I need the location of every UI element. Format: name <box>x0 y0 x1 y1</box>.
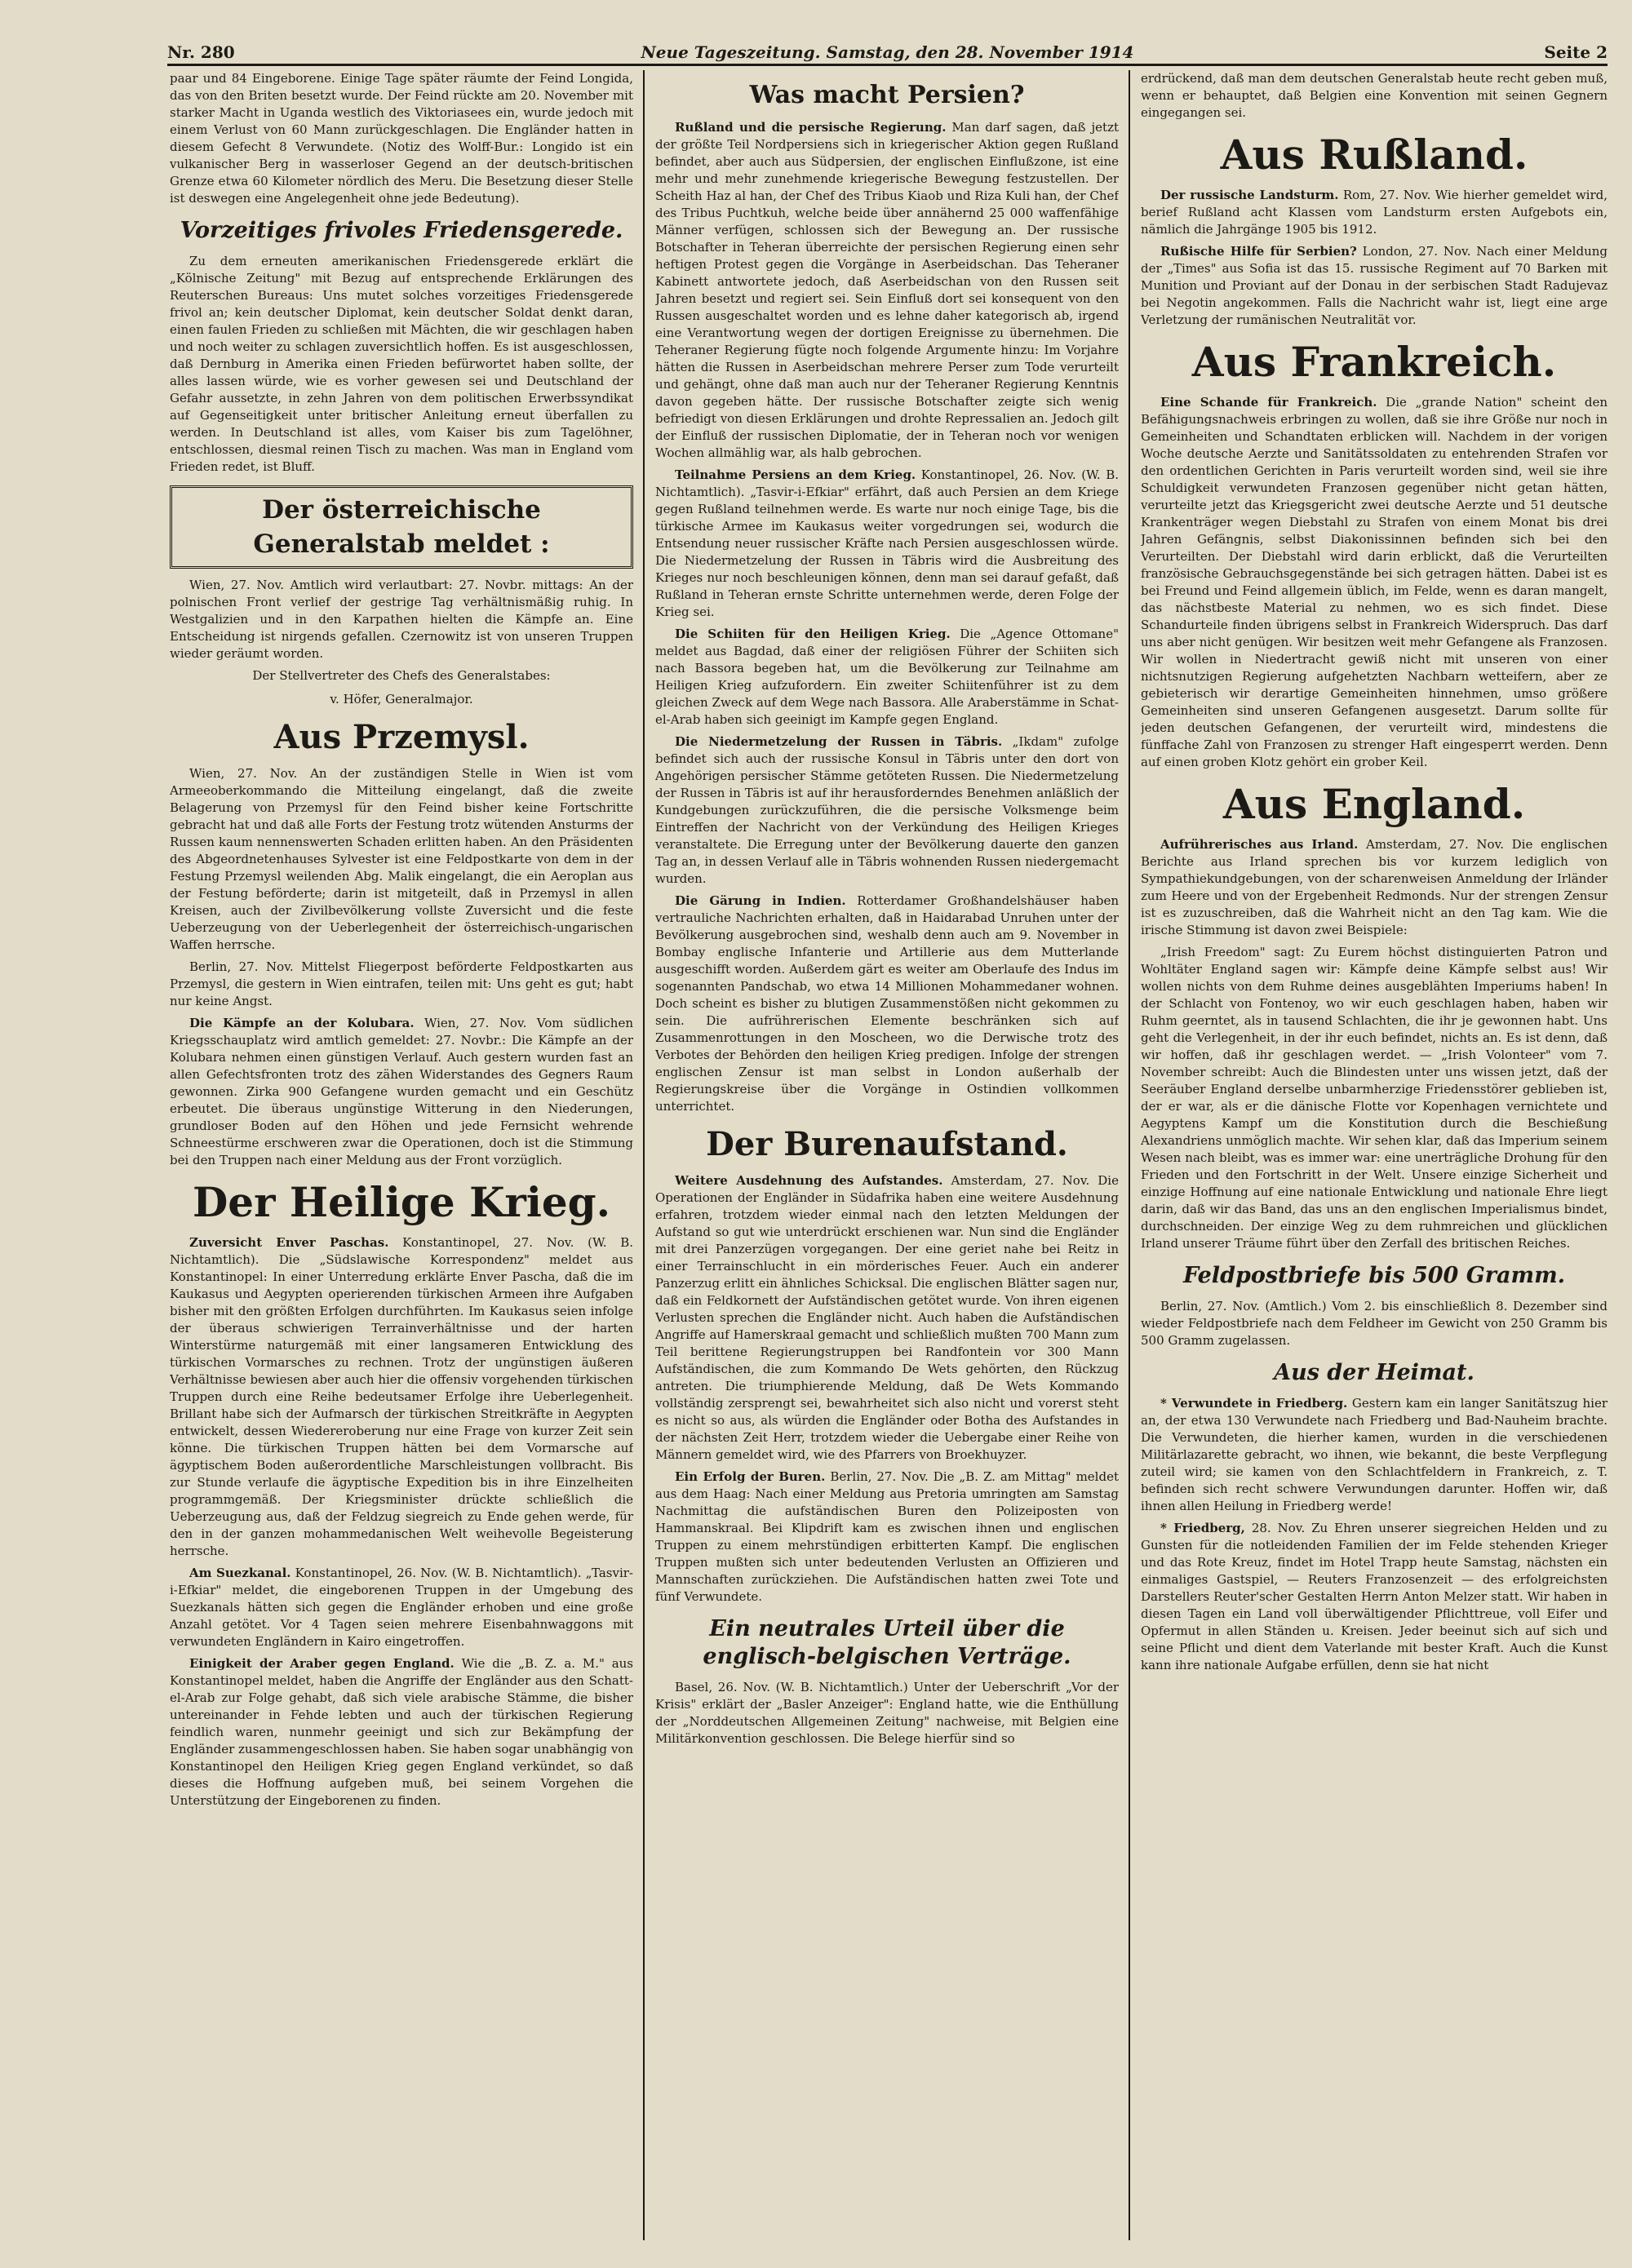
paragraph-text: Amsterdam, 27. Nov. Die Operationen der Engländer in Südafrika haben eine weitere Ausdehnung erfahren, trotzdem wieder einmal nach den letzten Meldungen der Aufstand so gut wie unterdrückt erschienen war. Nun sind die Engländer mit drei Panzerzügen vorgegangen. Der eine geriet nahe bei Reitz in einer Terrainschlucht in ein mörderisches Feuer. Auch ein anderer Panzerzug erlitt ein ähnliches Schicksal. Die englischen Blätter sagen nur, daß ein Feldkornett der Aufständischen getötet wurde. Von ihren eigenen Verlusten sprechen die Engländer nicht. Auch haben die Aufständischen Angriffe auf Hamerskraal gemacht und schließlich mußten 700 Mann zum Teil berittene Regierungstruppen bei Randfontein vor 300 Mann Aufständischen, die zum Kommando De Wets gehörten, den Rückzug antreten. Die triumphierende Meldung, daß De Wets Kommando vollständig zersprengt sei, bewahrheitet sich also nicht und vorerst steht es nicht so aus, als würden die Engländer oder Botha des Aufstandes in der nächsten Zeit Herr, trotzdem wieder die Uebergabe einer Reihe von Männern gemeldet wird, wie des Pfarrers von Broekhuyzer. <box>655 1173 1119 1462</box>
headline-heilige-krieg: Der Heilige Krieg. <box>192 1178 611 1226</box>
subhead: Teilnahme Persiens an dem Krieg. <box>675 467 916 482</box>
headline-england: Aus England. <box>1222 780 1526 828</box>
paragraph-text: „Ikdam" zufolge befindet sich auch der russische Konsul in Täbris unter den dort von Angehörigen persischer Stämme getöteten Russen. Die Niedermetzelung der Russen in Täbris ist auf ihr herausforderndes Benehmen anläßlich der Kundgebungen zurückzuführen, die die persische Volksmenge beim Eintreffen der Nachricht von der Verkündung des Heiligen Krieges veranstaltete. Die Erregung unter der Bevölkerung dauerte den ganzen Tag an, in dessen Verlauf alle in Täbris wohnenden Russen niedergemacht wurden. <box>655 734 1119 886</box>
issue-number: Nr. 280 <box>167 42 235 62</box>
paragraph-text: Wie die „B. Z. a. M." aus Konstantinopel meldet, haben die Angriffe der Engländer aus den Schatt-el-Arab zur Folge gehabt, daß sich viele arabische Stämme, die bisher untereinander in Fehde lebten und auch der türkischen Regierung feindlich waren, nunmehr geeinigt und sich zur Bekämpfung der Engländer zusammengeschlossen haben. Sie haben sogar unabhängig von Konstantinopel den Heiligen Krieg gegen England verkündet, so daß dieses die Hoffnung aufgeben muß, bei seinem Vorgehen die Unterstützung der Eingeborenen zu finden. <box>170 1656 633 1808</box>
subhead: Rußische Hilfe für Serbien? <box>1160 244 1357 259</box>
paragraph-text: Die „grande Nation" scheint den Befähigungsnachweis erbringen zu wollen, daß sie ihre Größe nur noch in Gemeinheiten und Schandtaten erblicken will. Nachdem in der vorigen Woche deutsche Aerzte und Sanitätssoldaten zu entehrenden Strafen vor den ordentlichen Gerichten in Paris verurteilt worden sind, weil sie ihre Schuldigkeit verwundeten Franzosen gegenüber nicht getan hätten, verurteilte jetzt das Kriegsgericht zwei deutsche Aerzte und 51 deutsche Krankenträger wegen Diebstahl zu Strafen von einem Monat bis drei Jahren Gefängnis, selbst Diakonissinnen befinden sich bei den Verurteilten. Der Diebstahl wird darin erblickt, daß die Verurteilten französische Gebrauchsgegenstände bei sich getragen hätten. Dabei ist es bei Freund und Feind allgemein üblich, im Felde, wenn es daran mangelt, das nächstbeste Material zu nehmen, wo es sich findet. Diese Schandurteile finden übrigens selbst in Frankreich Widerspruch. Das darf uns aber nicht genügen. Wir besitzen weit mehr Gefangene als Franzosen. Wir wollen in Niedertracht gewiß nicht mit unseren von einer nichtsnutzigen Regierung aufgehetzten Nachbarn wetteifern, aber ze gebieterisch wir derartige Gemeinheiten hinnehmen, umso größere Gemeinheiten sind unseren Gefangenen ausgesetzt. Darum sollte für jeden deutschen Gefangenen, der verurteilt wird, mindestens die fünffache Zahl von Franzosen zu strenger Haft eingesperrt werden. Denn auf einen groben Klotz gehört ein grober Keil. <box>1141 395 1608 769</box>
article-paragraph <box>1141 187 1608 238</box>
subhead: Aufrührerisches aus Irland. <box>1160 837 1359 852</box>
article-paragraph <box>1141 1395 1608 1515</box>
signature-name: v. Höfer, Generalmajor. <box>330 692 473 707</box>
headline-friedensgerede: Vorzeitiges frivoles Friedensgerede. <box>180 218 623 243</box>
article-paragraph: Basel, 26. Nov. (W. B. Nichtamtlich.) Unter der Ueberschrift „Vor der Krisis" erklärt der „Basler Anzeiger": England hatte, wie die Enthüllung der „Norddeutschen Allgemeinen Zeitung" nachweise, mit Belgien eine Militärkonvention geschlossen. Die Belege hierfür sind so <box>655 1680 1119 1746</box>
paragraph-text: Konstantinopel, 27. Nov. (W. B. Nichtamtlich). Die „Südslawische Korrespondenz" meldet aus Konstantinopel: In einer Unterredung erklärte Enver Pascha, daß die im Kaukasus und Aegypten operierenden türkischen Armeen ihre Aufgaben bisher mit den größten Erfolgen durchführten. Im Kaukasus seien infolge der überaus schwierigen Terrainverhältnisse und der harten Winterstürme naturgemäß mit einer langsameren Entwicklung des türkischen Vormarsches zu rechnen. Trotz der ungünstigen äußeren Verhältnisse bewiesen aber auch hier die offensiv vorgehenden türkischen Truppen durch eine Reihe bedeutsamer Erfolge ihre Ueberlegenheit. Brillant habe sich der Aufmarsch der türkischen Streitkräfte in Aegypten entwickelt, dessen Wiedereroberung nur eine Frage von kurzer Zeit sein könne. Die türkischen Truppen hätten bei dem Vormarsche auf ägyptischem Boden außerordentliche Marschleistungen vollbracht. Bis zur Stunde verlaufe die ägyptische Expedition bis in ihre Einzelheiten programmgemäß. Der Kriegsminister drückte schließlich die Ueberzeugung aus, daß der Feldzug siegreich zu Ende gehen werde, für den in der ganzen mohammedanischen Welt weihevolle Begeisterung herrsche. <box>170 1235 633 1558</box>
article-paragraph <box>655 893 1119 1115</box>
article-paragraph <box>655 1468 1119 1606</box>
headline-przemysl: Aus Przemysl. <box>273 718 530 756</box>
article-paragraph <box>170 1655 633 1810</box>
paragraph-text: London, 27. Nov. Nach einer Meldung der „Times" aus Sofia ist das 15. russische Regiment auf 70 Barken mit Munition und Proviant auf der Donau in der serbischen Stadt Radujevaz bei Negotin angekommen. Falls die Nachricht wahr ist, liegt eine arge Verletzung der rumänischen Neutralität vor. <box>1141 244 1608 327</box>
article-paragraph: Wien, 27. Nov. An der zuständigen Stelle in Wien ist vom Armeeoberkommando die Mitteilung eingelangt, daß die zweite Belagerung von Przemysl für den Feind bisher keine Fortschritte gebracht hat und daß alle Forts der Festung trotz wütenden Ansturms der Russen kaum nennenswerten Schaden erlitten haben. An den Präsidenten des Abgeordnetenhauses Sylvester ist eine Feldpostkarte von dem in der Festung Przemysl weilenden Abg. Malik eingelangt, die ein Aeroplan aus der Festung beförderte; darin ist mitgeteilt, daß in Przemysl in allen Kreisen, auch der Zivilbevölkerung vollste Zuversicht und die feste Ueberzeugung von der Ueberlegenheit der österreichisch-ungarischen Waffen herrsche. <box>170 766 633 952</box>
subhead: * Verwundete in Friedberg. <box>1160 1396 1348 1411</box>
article-paragraph <box>1141 836 1608 939</box>
subhead: Der russische Landsturm. <box>1160 188 1339 202</box>
article-paragraph <box>655 733 1119 888</box>
paragraph-text: Konstantinopel, 26. Nov. (W. B. Nichtamtlich). „Tasvir-i-Efkiar" meldet, die eingeborenen Truppen in der Umgebung des Suezkanals hätten sich gegen die Engländer erhoben und eine große Anzahl getötet. Vor 4 Tagen seien mehrere Eisenbahnwaggons mit verwundeten Engländern in Kairo eingetroffen. <box>170 1566 633 1649</box>
subhead: * Friedberg, <box>1160 1521 1245 1535</box>
subhead: Einigkeit der Araber gegen England. <box>189 1656 455 1671</box>
headline-persien: Was macht Persien? <box>749 81 1025 109</box>
paragraph-text: Man darf sagen, daß jetzt der größte Teil Nordpersiens sich in kriegerischer Aktion gegen Rußland befindet, aber auch aus Südpersien, der englischen Einflußzone, ist eine mehr und mehr zunehmende kriegerische Bewegung festzustellen. Der Scheith Haz al han, der Chef des Tribus Kiaob und Riza Kuli han, der Chef des Tribus Puchtkuh, welche beide über annähernd 25 000 waffenfähige Männer verfügen, schlossen sich der Bewegung an. Der russische Botschafter in Teheran überreichte der persischen Regierung einen sehr heftigen Protest gegen die Vorgänge in Aserbeidschan. Das Teheraner Kabinett antwortete jedoch, daß Aserbeidschan von den Russen seit Jahren besetzt und regiert sei. Sein Einfluß dort sei konsequent von den Russen ausgeschaltet worden und es lehne daher kategorisch ab, irgend eine Verantwortung wegen der dortigen Ereignisse zu übernehmen. Die Teheraner Regierung fügte noch folgende Argumente hinzu: Im Vorjahre hätten die Russen in Aserbeidschan mehrere Perser zum Tode verurteilt und gehängt, ohne daß man auch nur der Teheraner Regierung Kenntnis davon gegeben hätte. Der russische Botschafter zeigte sich wenig befriedigt von diesen Erklärungen und drohte Repressalien an. Jedoch gilt der Einfluß der russischen Diplomatie, der in Teheran noch vor wenigen Wochen allmählig war, als halb gebrochen. <box>655 120 1119 460</box>
paragraph-text: Die „Agence Ottomane" meldet aus Bagdad, daß einer der religiösen Führer der Schiiten sich nach Bassora begeben hat, um die Bevölkerung zur Teilnahme am Heiligen Krieg aufzufordern. Ein zweiter Schiitenführer ist zu dem gleichen Zweck auf dem Wege nach Bassora. Alle Araberstämme in Schat-el-Arab haben sich geeinigt im Kampfe gegen England. <box>655 627 1119 727</box>
paragraph-text: Amsterdam, 27. Nov. Die englischen Berichte aus Irland sprechen bis vor kurzem lediglich von Sympathiekundgebungen, von der scharenweisen Anmeldung der Irländer zum Heere und von der Ergebenheit Redmonds. Nur der strengen Zensur ist es zuzuschreiben, daß die Wahrheit nicht an den Tag kam. Wie die irische Stimmung ist davon zwei Beispiele: <box>1141 837 1608 937</box>
subhead: Weitere Ausdehnung des Aufstandes. <box>675 1173 943 1188</box>
paragraph-text: Berlin, 27. Nov. Die „B. Z. am Mittag" meldet aus dem Haag: Nach einer Meldung aus Pretoria umringten am Samstag Nachmittag die aufständischen Buren den Polizeiposten von Hammanskraal. Bei Klipdrift kam es zwischen ihnen und englischen Truppen zu einem mehrstündigen erbitterten Kampf. Die englischen Truppen mußten sich unter bedeutenden Verlusten an Offizieren und Mannschaften zurückziehen. Die Aufständischen hatten zwei Tote und fünf Verwundete. <box>655 1469 1119 1604</box>
article-paragraph: Berlin, 27. Nov. (Amtlich.) Vom 2. bis einschließlich 8. Dezember sind wieder Feldpostbriefe nach dem Feldheer im Gewicht von 250 Gramm bis 500 Gramm zugelassen. <box>1141 1299 1608 1348</box>
paragraph-text: Rom, 27. Nov. Wie hierher gemeldet wird, berief Rußland acht Klassen vom Landsturm ersten Aufgebots ein, nämlich die Jahrgänge 1905 bis 1912. <box>1141 188 1608 237</box>
column-rule <box>643 70 645 2240</box>
page-number: Seite 2 <box>1544 42 1608 62</box>
headline-neutrales-urteil: Ein neutrales Urteil über die englisch-belgischen Verträge. <box>703 1616 1071 1669</box>
subhead: Rußland und die persische Regierung. <box>675 120 947 135</box>
boxed-headline-generalstab: Der österreichische Generalstab meldet : <box>170 485 633 569</box>
headline-frankreich: Aus Frankreich. <box>1191 338 1557 386</box>
headline-feldpostbriefe: Feldpostbriefe bis 500 Gramm. <box>1182 1263 1566 1288</box>
subhead: Die Kämpfe an der Kolubara. <box>189 1016 415 1030</box>
article-paragraph: erdrückend, daß man dem deutschen Generalstab heute recht geben muß, wenn er behauptet, daß Belgien eine Konvention mit seinen Gegnern eingegangen sei. <box>1141 71 1608 120</box>
column-3 <box>1141 70 1608 2240</box>
subhead: Eine Schande für Frankreich. <box>1160 395 1377 410</box>
article-paragraph <box>170 1565 633 1650</box>
article-paragraph: Zu dem erneuten amerikanischen Friedensgerede erklärt die „Kölnische Zeitung" mit Bezug auf entsprechende Erklärungen des Reuterschen Bureaus: Uns mutet solches vorzeitiges Friedensgerede frivol an; kein deutscher Diplomat, kein deutscher Soldat denkt daran, einen faulen Frieden zu schließen mit Mächten, die wir geschlagen haben und noch weiter zu schlagen zuversichtlich hoffen. Es ist ausgeschlossen, daß Dernburg in Amerika einen Frieden befürwortet haben sollte, der alles lassen würde, wie es vorher gewesen sei und Deutschland der Gefahr aussetzte, in zehn Jahren von dem politischen Erwerbssyndikat auf Gegenseitigkeit unter britischer Anleitung erneut überfallen zu werden. In Deutschland ist alles, vom Kaiser bis zum Tagelöhner, entschlossen, diesmal reinen Tisch zu machen. Was man in England vom Frieden redet, ist Bluff. <box>170 254 633 474</box>
column-1 <box>170 70 633 2240</box>
paragraph-text: Rotterdamer Großhandelshäuser haben vertrauliche Nachrichten erhalten, daß in Haidarabad Unruhen unter der Bevölkerung ausgebrochen sind, weshalb denn auch am 9. November in Bombay englische Infanterie und Artillerie aus dem Mutterlande ausgeschifft worden. Außerdem gärt es weiter am Oberlaufe des Indus im sogenannten Pandschab, wo etwa 14 Millionen Mohammedaner wohnen. Doch scheint es bisher zu blutigen Zusammenstößen nicht gekommen zu sein. Die aufrührerischen Elemente beschränken sich auf Zusammenrottungen in den Moscheen, wo die Derwische trotz des Verbotes der Behörden den heiligen Krieg predigen. Infolge der strengen englischen Zensur ist man selbst in London außerhalb der Regierungskreise über die Vorgänge in Ostindien vollkommen unterrichtet. <box>655 893 1119 1114</box>
subhead: Zuversicht Enver Paschas. <box>189 1235 389 1250</box>
article-paragraph: Berlin, 27. Nov. Mittelst Fliegerpost beförderte Feldpostkarten aus Przemysl, die gestern in Wien eintrafen, teilen mit: Uns geht es gut; habt nur keine Angst. <box>170 959 633 1008</box>
headline-burenaufstand: Der Burenaufstand. <box>706 1125 1068 1163</box>
article-paragraph <box>170 1234 633 1560</box>
masthead <box>167 39 1608 66</box>
signature-line: Der Stellvertreter des Chefs des Generalstabes: <box>252 668 551 683</box>
article-paragraph <box>170 1015 633 1169</box>
article-paragraph: Wien, 27. Nov. Amtlich wird verlautbart: 27. Novbr. mittags: An der polnischen Front verlief der gestrige Tag verhältnismäßig ruhig. In Westgalizien und in den Karpathen hielten die Kämpfe an. Eine Entscheidung ist nirgends gefallen. Czernowitz ist von unseren Truppen wieder geräumt worden. <box>170 578 633 661</box>
paragraph-text: Konstantinopel, 26. Nov. (W. B. Nichtamtlich). „Tasvir-i-Efkiar" erfährt, daß auch Persien an dem Kriege gegen Rußland teilnehmen werde. Es warte nur noch einige Tage, bis die türkische Armee im Kaukasus weiter vorgedrungen sei, wodurch die Entsendung neuer russischer Kräfte nach Persien ausgeschlossen würde. Die Niedermetzelung der Russen in Täbris wird die Ausbreitung des Krieges nur noch beschleunigen können, denn man sei darauf gefaßt, daß Rußland in Teheran ernste Schritte unternehmen werde, deren Folge der Krieg sei. <box>655 467 1119 619</box>
article-paragraph <box>655 119 1119 462</box>
column-2 <box>655 70 1119 2240</box>
article-paragraph <box>655 626 1119 729</box>
article-paragraph: paar und 84 Eingeborene. Einige Tage später räumte der Feind Longida, das von den Briten besetzt wurde. Der Feind rückte am 20. November mit starker Macht in Uganda westlich des Viktoriasees ein, wurde jedoch mit einem Verlust von 60 Mann zurückgeschlagen. Die Engländer hatten in diesem Gefecht 8 Verwundete. (Notiz des Wolff-Bur.: Longido ist ein vulkanischer Berg in wasserloser Gegend an der deutsch-britischen Grenze etwa 60 Kilometer nördlich des Meru. Die Besetzung dieser Stelle ist deswegen eine Angelegenheit ohne jede Bedeutung). <box>170 71 633 206</box>
subhead: Die Schiiten für den Heiligen Krieg. <box>675 627 951 641</box>
article-paragraph <box>1141 1520 1608 1674</box>
paragraph-text: Gestern kam ein langer Sanitätszug hier an, der etwa 130 Verwundete nach Friedberg und Bad-Nauheim brachte. Die Verwundeten, die hierher kamen, wurden in die verschiedenen Militärlazarette gebracht, wo ihnen, wie bekannt, die beste Verpflegung zuteil wird; sie kamen von den Schlachtfeldern in Frankreich, z. T. befinden sich recht schwere Verwundungen darunter. Hoffen wir, daß ihnen allen Heilung in Friedberg werde! <box>1141 1396 1608 1513</box>
article-paragraph <box>1141 243 1608 329</box>
article-paragraph <box>655 467 1119 621</box>
paragraph-text: 28. Nov. Zu Ehren unserer siegreichen Helden und zu Gunsten für die notleidenden Familien der im Felde stehenden Krieger und das Rote Kreuz, findet im Hotel Trapp heute Samstag, nächsten ein einmaliges Gastspiel, — Reuters Franzosenzeit — des erfolgreichsten Darstellers Reuter'scher Gestalten Herrn Anton Melzer statt. Wir haben in diesen Tagen ein Land voll überwältigender Pflichttreue, voll Eifer und Opfermut in allen Ständen u. Kreisen. Jeder beeinut sich auf sich und seine Pflicht und dient dem Vaterlande mit bester Kraft. Auch die Kunst kann ihre nationale Aufgabe erfüllen, denn sie hat nicht <box>1141 1521 1608 1672</box>
column-rule <box>1129 70 1130 2240</box>
headline-heimat: Aus der Heimat. <box>1274 1360 1475 1385</box>
subhead: Die Gärung in Indien. <box>675 893 846 908</box>
paper-title: Neue Tageszeitung. Samstag, den 28. November 1914 <box>641 42 1134 62</box>
paragraph-text: Wien, 27. Nov. Vom südlichen Kriegsschauplatz wird amtlich gemeldet: 27. Novbr.: Die Kämpfe an der Kolubara nehmen einen günstigen Verlauf. Auch gestern wurden fast an allen Gefechtsfronten trotz des zähen Widerstandes des Gegners Raum gewonnen. Zirka 900 Gefangene wurden gemacht und ein Geschütz erbeutet. Die überaus ungünstige Witterung in den Niederungen, grundloser Boden auf den Höhen und jede Fernsicht wehrende Schneestürme erschweren zwar die Operationen, doch ist die Stimmung bei den Truppen nach einer Meldung aus der Front vorzüglich. <box>170 1016 633 1167</box>
article-paragraph <box>1141 394 1608 771</box>
subhead: Am Suezkanal. <box>189 1566 291 1580</box>
subhead: Die Niedermetzelung der Russen in Täbris. <box>675 734 1003 749</box>
subhead: Ein Erfolg der Buren. <box>675 1469 826 1484</box>
headline-russland: Aus Rußland. <box>1220 131 1528 179</box>
article-paragraph <box>655 1172 1119 1464</box>
article-paragraph: „Irish Freedom" sagt: Zu Eurem höchst distinguierten Patron und Wohltäter England sagen wir: Kämpfe deine Kämpfe selbst aus! Wir wollen nichts von dem Ruhme deines ausgeblähten Imperiums haben! In der Schlacht von Fontenoy, wo wir euch geschlagen haben, haben wir Ruhm geerntet, als in tausend Schlachten, die ihr je gewonnen habt. Uns geht die Verlegenheit, in der ihr euch befindet, nichts an. Es ist denn, daß wir hoffen, daß ihr geschlagen werdet. — „Irish Volonteer" vom 7. November schreibt: Auch die Blindesten unter uns wissen jetzt, daß der Seeräuber England derselbe unbarmherzige Friedensstörer geblieben ist, der er war, als er die dänische Flotte vor Kopenhagen vernichtete und Aegyptens Kampf um die Konstitution durch die Beschießung Alexandriens unmöglich machte. Wir sehen klar, daß das Imperium seinem Wesen nach bleibt, was es immer war: eine unerträgliche Drohung für den Frieden und den Fortschritt in der Welt. Unsere einzige Sicherheit und einzige Hoffnung auf eine nationale Entwicklung und nationale Ehre liegt darin, daß wir das Band, das uns an den englischen Imperialismus bindet, durchschneiden. Der einzige Weg zu dem ruhmreichen und glücklichen Irland unserer Träume führt über den Zerfall des britischen Reiches. <box>1141 945 1608 1251</box>
